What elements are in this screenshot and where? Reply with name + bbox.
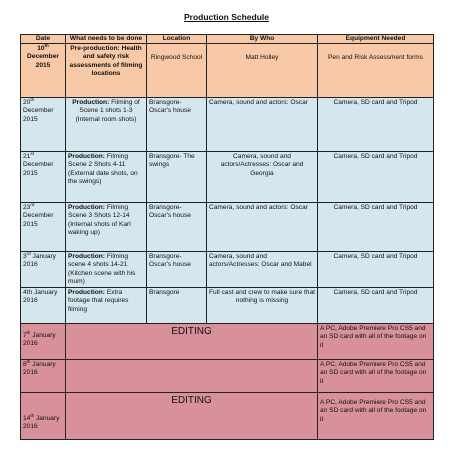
date-day: 20 <box>23 99 31 107</box>
header-task: What needs to be done <box>66 35 147 44</box>
task-bold: Pre-production: Health and safety risk assessments of filming locations <box>69 45 143 77</box>
task-cell <box>66 288 147 324</box>
date-cell <box>21 152 66 203</box>
location-cell: Bransgore- Oscar's house <box>147 98 207 152</box>
equipment-cell: A PC, Adobe Premiere Pro CS5 and an SD card with all of the footage on it <box>318 324 434 360</box>
table-row <box>21 203 434 252</box>
date-cell <box>21 324 66 360</box>
task-cell <box>66 152 147 203</box>
date-day: 10 <box>37 45 45 53</box>
date-day: 7 <box>23 332 27 340</box>
equipment-cell: Pen and Risk Assessment forms <box>318 44 434 98</box>
table-row <box>21 152 434 203</box>
date-cell <box>21 288 66 324</box>
date-suffix: st <box>30 151 34 157</box>
editing-label: EDITING <box>66 324 318 360</box>
by-who-cell: Full cast and crew to make sure that nothing is missing <box>207 288 318 324</box>
table-row <box>21 98 434 152</box>
date-rest: December 2015 <box>27 53 59 69</box>
equipment-cell: A PC, Adobe Premiere Pro CS5 and an SD card with all of the footage on it <box>318 360 434 393</box>
equipment-cell: Camera, SD card and Tripod <box>318 203 434 252</box>
date-cell <box>21 252 66 288</box>
table-row <box>21 324 434 360</box>
date-day: 21 <box>23 153 31 161</box>
date-suffix: rd <box>30 202 35 208</box>
date-cell <box>21 98 66 152</box>
task-cell <box>66 252 147 288</box>
date-rest: January 2016 <box>23 415 60 431</box>
date-rest: December 2015 <box>23 107 54 123</box>
date-cell <box>21 360 66 393</box>
date-rest: January 2016 <box>23 253 56 269</box>
date-cell <box>21 203 66 252</box>
task-cell <box>66 44 147 98</box>
header-by-who: By Who <box>207 35 318 44</box>
by-who-cell: Camera, sound and actors: Oscar <box>207 203 318 252</box>
table-row <box>21 44 434 98</box>
date-day: 3 <box>23 253 27 261</box>
production-schedule-table <box>20 34 434 440</box>
date-suffix: th <box>26 329 31 335</box>
table-row <box>21 252 434 288</box>
date-suffix: th <box>44 43 49 49</box>
table-row <box>21 360 434 393</box>
header-location: Location <box>147 35 207 44</box>
by-who-cell: Camera, sound and actors/Actresses: Oscar and Mabel <box>207 252 318 288</box>
date-day: 4th January 2016 <box>23 289 58 305</box>
header-row <box>21 35 434 44</box>
date-rest: January 2016 <box>23 361 56 377</box>
task-bold: Production: <box>68 253 105 261</box>
date-day: 8 <box>23 361 27 369</box>
task-cell <box>66 98 147 152</box>
task-cell <box>66 203 147 252</box>
location-cell: Bransgore- Oscar's house <box>147 203 207 252</box>
date-rest: January 2016 <box>23 332 56 348</box>
header-date: Date <box>21 35 66 44</box>
date-rest: December 2015 <box>23 212 54 228</box>
date-rest: December 2015 <box>23 161 54 177</box>
editing-label <box>66 360 318 393</box>
location-cell: Bransgore- Oscar's house <box>147 252 207 288</box>
task-bold: Production: <box>68 204 105 212</box>
equipment-cell: Camera, SD card and Tripod <box>318 152 434 203</box>
task-rest: Filming of Scene 1 shots 1-3 (Internal room shots) <box>75 99 140 123</box>
task-bold: Production: <box>68 153 105 161</box>
date-day: 14 <box>23 415 31 423</box>
location-cell: Bransgore- The swings <box>147 152 207 203</box>
table-row <box>21 288 434 324</box>
equipment-cell: Camera, SD card and Tripod <box>318 252 434 288</box>
table-row <box>21 393 434 440</box>
task-bold: Production: <box>72 99 110 107</box>
page-title: Production Schedule <box>183 12 269 22</box>
date-cell <box>21 393 66 440</box>
location-cell: Bransgore <box>147 288 207 324</box>
date-day: 23 <box>23 204 31 212</box>
location-cell: Ringwood School <box>147 44 207 98</box>
equipment-cell: Camera, SD card and Tripod <box>318 288 434 324</box>
task-rest: Filming Scene 3 Shots 12-14 (Internal shots of Karl waking up) <box>68 204 131 236</box>
editing-label: EDITING <box>66 393 318 440</box>
by-who-cell: Camera, sound and actors: Oscar <box>207 98 318 152</box>
task-rest: Filming Scene 2 Shots 4-11 (External date shots, on the swings) <box>68 153 138 185</box>
by-who-cell: Camera, sound and actors/Actresses: Oscar and Georgia <box>207 152 318 203</box>
date-suffix: th <box>26 358 31 364</box>
date-cell <box>21 44 66 98</box>
task-bold: Production: <box>68 289 105 297</box>
date-suffix: th <box>30 412 35 418</box>
equipment-cell: A PC, Adobe Premiere Pro CS5 and an SD card with all of the footage on it <box>318 393 434 440</box>
header-equipment: Equipment Needed <box>318 35 434 44</box>
date-suffix: th <box>30 97 35 103</box>
task-rest: Extra footage that requires filming <box>68 289 129 313</box>
task-rest: Filming scene 4 shots 14-21 (Kitchen scene with his mum) <box>68 253 136 285</box>
by-who-cell: Matt Holley <box>207 44 318 98</box>
equipment-cell: Camera, SD card and Tripod <box>318 98 434 152</box>
date-suffix: rd <box>26 251 31 257</box>
